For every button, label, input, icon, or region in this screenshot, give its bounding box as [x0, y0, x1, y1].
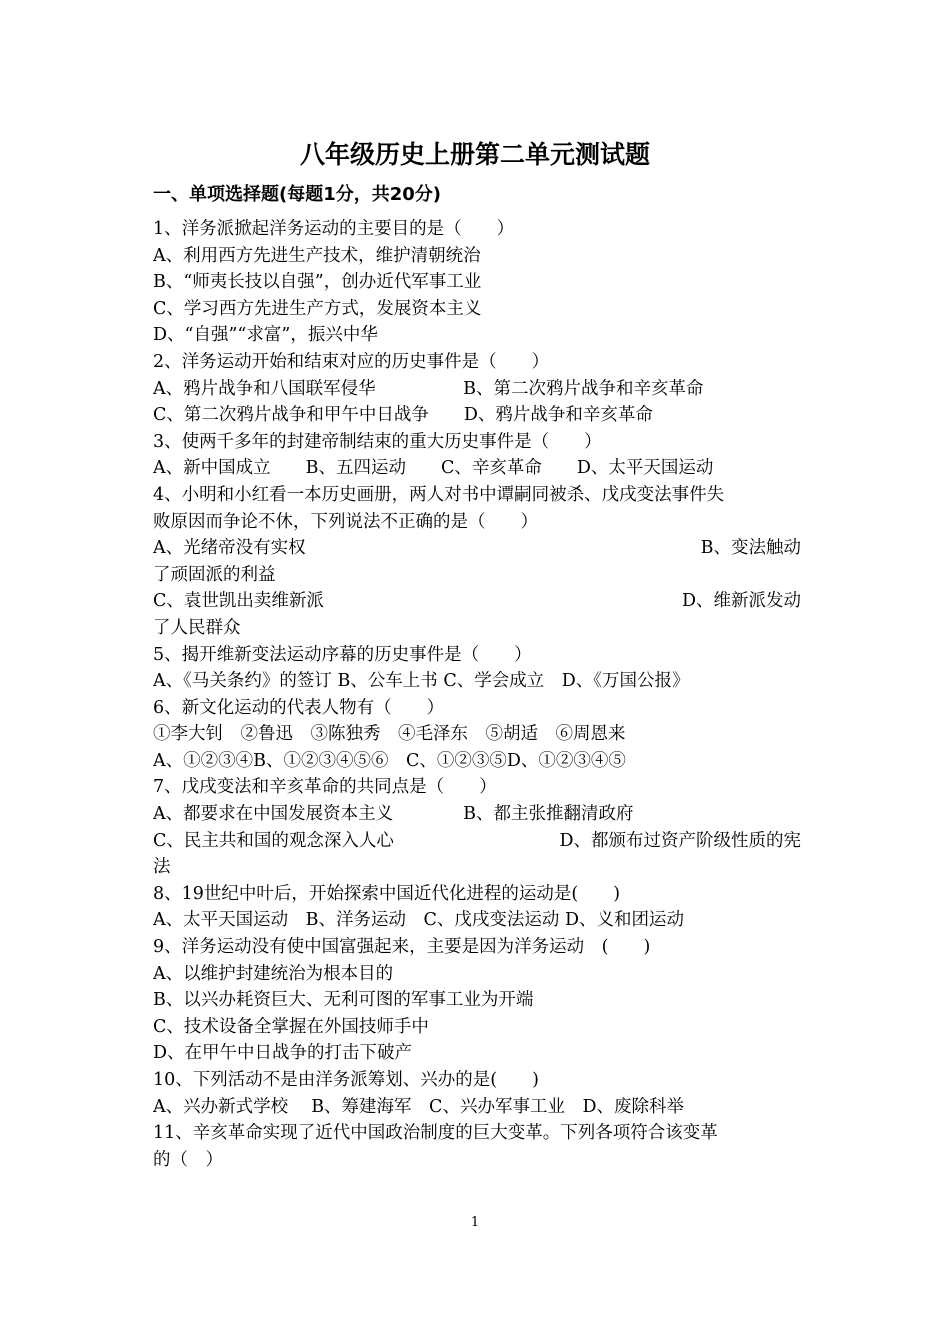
q1-option-c: C、学习西方先进生产方式，发展资本主义 — [153, 298, 482, 319]
question-5: 5、揭开维新变法运动序幕的历史事件是（ ） — [153, 644, 532, 665]
q4-option-b: B、变法触动 — [700, 538, 801, 559]
q9-option-d: D、在甲午中日战争的打击下破产 — [153, 1043, 413, 1064]
question-4: 4、小明和小红看一本历史画册，两人对书中谭嗣同被杀、戊戌变法事件失 — [153, 484, 725, 505]
q7-option-d-cont: 法 — [153, 857, 171, 878]
q2-options-cd: C、第二次鸦片战争和甲午中日战争 D、鸦片战争和辛亥革命 — [153, 405, 653, 426]
q5-options: A、《马关条约》的签订 B、公车上书 C、学会成立 D、《万国公报》 — [153, 671, 690, 692]
q8-options: A、太平天国运动 B、洋务运动 C、戊戌变法运动 D、义和团运动 — [153, 910, 684, 931]
q4-options-cd — [153, 588, 801, 615]
q7-option-c: C、民主共和国的观念深入人心 — [153, 830, 394, 851]
q7-options-ab: A、都要求在中国发展资本主义 B、都主张推翻清政府 — [153, 804, 634, 825]
question-7: 7、戊戌变法和辛亥革命的共同点是（ ） — [153, 777, 497, 798]
question-4-cont: 败原因而争论不休，下列说法不正确的是（ ） — [153, 511, 538, 532]
q1-option-a: A、利用西方先进生产技术，维护清朝统治 — [153, 245, 481, 266]
q4-option-b-cont: 了顽固派的利益 — [153, 564, 276, 585]
q2-options-ab: A、鸦片战争和八国联军侵华 B、第二次鸦片战争和辛亥革命 — [153, 378, 704, 399]
question-3: 3、使两千多年的封建帝制结束的重大历史事件是（ ） — [153, 431, 602, 452]
q9-option-b: B、以兴办耗资巨大、无利可图的军事工业为开端 — [153, 990, 534, 1011]
q9-option-a: A、以维护封建统治为根本目的 — [153, 963, 394, 984]
q4-option-d: D、维新派发动 — [681, 591, 801, 612]
q9-option-c: C、技术设备全掌握在外国技师手中 — [153, 1016, 429, 1037]
page-number: 1 — [470, 1215, 480, 1230]
q1-option-d: D、“自强”“求富”，振兴中华 — [153, 325, 378, 346]
question-1: 1、洋务派掀起洋务运动的主要目的是（ ） — [153, 219, 515, 239]
q4-option-c: C、袁世凯出卖维新派 — [153, 591, 324, 612]
q6-people: ①李大钊 ②鲁迅 ③陈独秀 ④毛泽东 ⑤胡适 ⑥周恩来 — [153, 724, 626, 745]
page-title: 八年级历史上册第二单元测试题 — [299, 140, 650, 169]
question-6: 6、新文化运动的代表人物有（ ） — [153, 697, 445, 718]
q4-option-a: A、光绪帝没有实权 — [153, 538, 306, 559]
question-2: 2、洋务运动开始和结束对应的历史事件是（ ） — [153, 351, 550, 372]
q4-option-d-cont: 了人民群众 — [153, 617, 241, 638]
q7-option-d: D、都颁布过资产阶级性质的宪 — [559, 830, 801, 851]
question-list — [153, 216, 801, 1173]
question-11-cont: 的（ ） — [153, 1149, 223, 1170]
q1-option-b: B、“师夷长技以自强”，创办近代军事工业 — [153, 272, 482, 293]
q4-options-ab — [153, 535, 801, 562]
question-10: 10、下列活动不是由洋务派筹划、兴办的是( ) — [153, 1070, 539, 1090]
section-heading: 一、单项选择题(每题1分，共20分) — [153, 184, 442, 205]
question-8: 8、19世纪中叶后，开始探索中国近代化进程的运动是( ) — [153, 883, 621, 904]
question-11: 11、辛亥革命实现了近代中国政治制度的巨大变革。下列各项符合该变革 — [153, 1123, 718, 1144]
q7-options-cd — [153, 828, 801, 855]
q10-options: A、兴办新式学校 B、筹建海军 C、兴办军事工业 D、废除科举 — [153, 1096, 684, 1117]
q6-options: A、①②③④B、①②③④⑤⑥ C、①②③⑤D、①②③④⑤ — [153, 750, 626, 771]
question-9: 9、洋务运动没有使中国富强起来，主要是因为洋务运动 ( ) — [153, 937, 651, 958]
q3-options: A、新中国成立 B、五四运动 C、辛亥革命 D、太平天国运动 — [153, 458, 714, 479]
